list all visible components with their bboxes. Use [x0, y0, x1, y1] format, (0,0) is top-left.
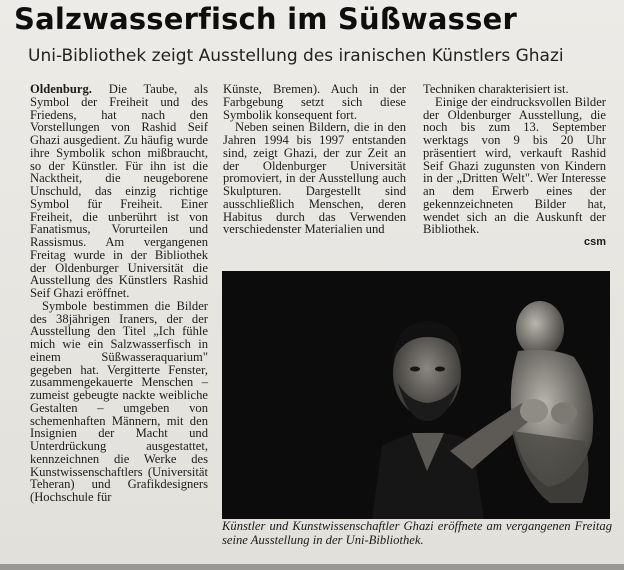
bottom-edge [0, 564, 624, 570]
column-3 [423, 83, 606, 249]
paragraph-2: Symbole bestimmen die Bilder des 38jährigen Iraners, der der Ausstellung den Titel „Ich fühle mich wie ein Salzwasserfisch in einem Süßwasseraquarium" gegeben hat. Vergitterte Fenster, zusammengekauerte Menschen – zumeist gebeugte nackte weibliche Gestalten – umgeben von schemenhaften Männern, mit den Insignien der Macht und Unterdrückung ausgestattet, kennzeichnen die Werke des Kunstwissenschaftlers (Universität Teheran) und Grafikdesigners (Hochschule für [30, 298, 208, 504]
paragraph-1-text: Die Taube, als Symbol der Freiheit und des Friedens, hat nach den Vorstellungen von Rashid Seif Ghazi ausgedient. Zu häufig wurde ihre Symbolik schon mißbraucht, so der Künstler. Für ihn ist die Nacktheit, die neugeborene Unschuld, das einzig richtige Symbol für Freiheit. Einer Freiheit, die unberührt ist von Fanatismus, Vorurteilen und Rassismus. Am vergangenen Freitag wurde in der Bibliothek der Oldenburger Universität die Ausstellung des Künstlers Rashid Seif Ghazi eröffnet. [30, 82, 208, 300]
artist-photo [222, 271, 610, 519]
paragraph-6: Einige der eindrucksvollen Bilder der Oldenburger Ausstellung, die noch bis zum 13. September werktags von 9 bis 20 Uhr präsentiert wird, verkauft Rashid Seif Ghazi zugunsten von Kindern in der „Dritten Welt". Wer Interesse an dem Erwerb eines der gekennzeichneten Bilder hat, wendet sich an die Auskunft der Bibliothek. [423, 94, 606, 237]
paragraph-5: Techniken charakterisiert ist. [423, 82, 569, 96]
dateline: Oldenburg. [30, 82, 92, 96]
photo-illustration [222, 271, 610, 519]
paragraph-1 [30, 83, 208, 300]
author-signature: csm [583, 236, 606, 248]
column-1 [30, 83, 208, 504]
paragraph-4: Neben seinen Bildern, die in den Jahren 1994 bis 1997 entstanden sind, zeigt Ghazi, der zur Zeit an der Oldenburger Universität promoviert, in der Ausstellung auch Skulpturen. Dargestellt sind ausschließlich Menschen, deren Habitus durch das Verwenden verschiedenster Materialien und [223, 120, 406, 237]
column-2 [223, 83, 406, 236]
paragraph-3: Künste, Bremen). Auch in der Farbgebung setzt sich diese Symbolik konsequent fort. [223, 82, 406, 122]
subtitle: Uni-Bibliothek zeigt Ausstellung des iranischen Künstlers Ghazi [28, 46, 564, 66]
headline: Salzwasserfisch im Süßwasser [14, 2, 517, 36]
photo-caption: Künstler und Kunstwissenschaftler Ghazi eröffnete am vergangenen Freitag seine Ausstellung in der Uni-Bibliothek. [222, 519, 612, 547]
